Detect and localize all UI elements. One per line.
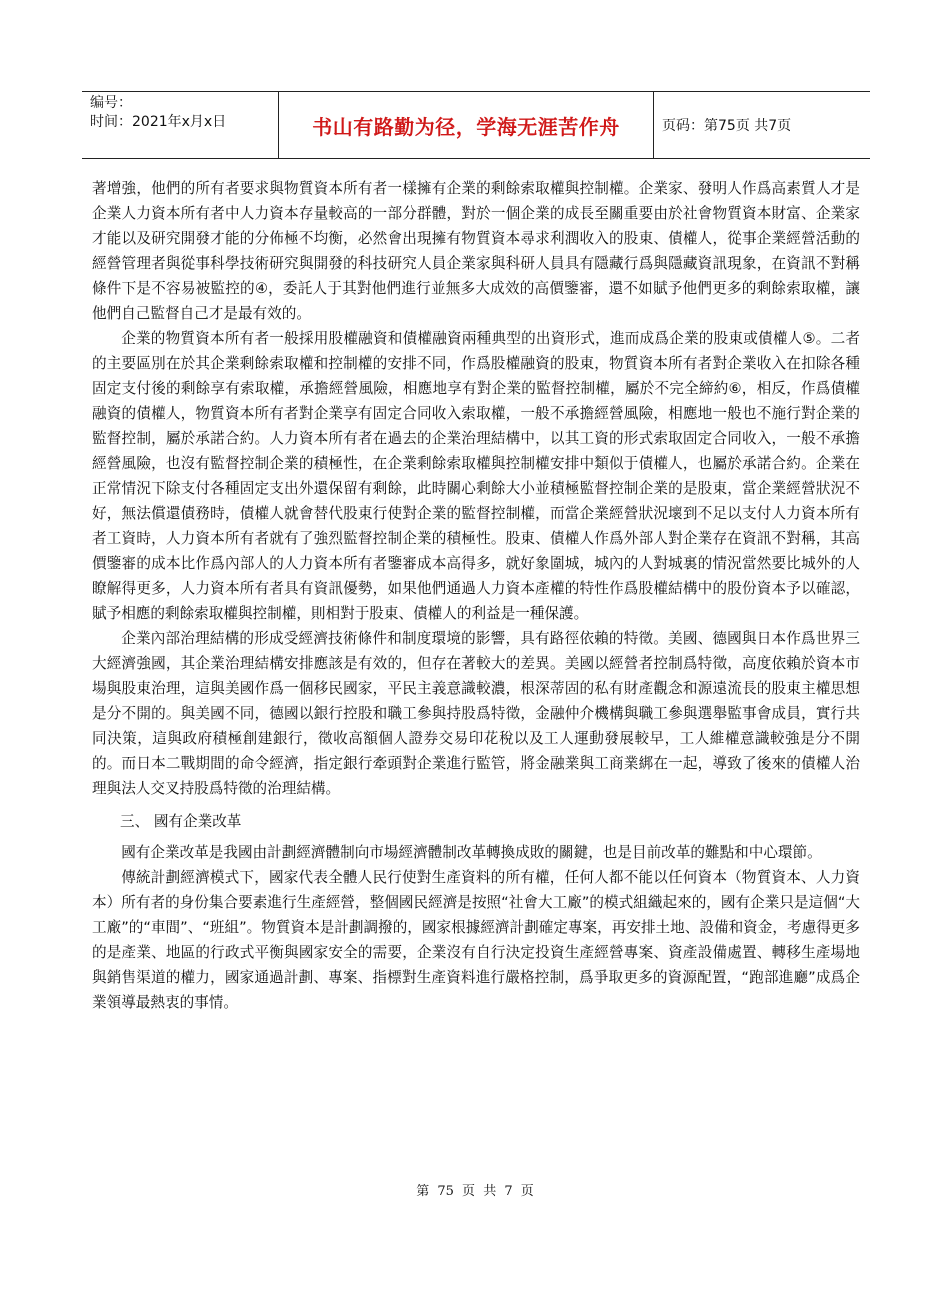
section-heading-3: 三、 國有企業改革 — [120, 813, 242, 830]
body-paragraph-3: 企業內部治理結構的形成受經濟技術條件和制度環境的影響，具有路徑依賴的特徵。美國、德國與日本作爲世界三大經濟強國，其企業治理結構安排應該是有效的，但存在著較大的差異。美國以經營者控制爲特徵，高度依賴於資本市場與股東治理，這與美國作爲一個移民國家，平民主義意識較濃，根深蒂固的私有財產觀念和源遠流長的股東主權思想是分不開的。與美國不同，德國以銀行控股和職工參與持股爲特徵，金融仲介機構與職工參與選舉監事會成員，實行共同決策，這與政府積極創建銀行，徵收高額個人證券交易印花稅以及工人運動發展較早，工人維權意識較強是分不開的。而日本二戰期間的命令經濟，指定銀行牽頭對企業進行監管，將金融業與工商業綁在一起，導致了後來的債權人治理與法人交叉持股爲特徵的治理結構。 — [92, 630, 860, 797]
page-header — [82, 91, 870, 159]
body-paragraph-4: 國有企業改革是我國由計劃經濟體制向市場經濟體制改革轉換成敗的關鍵，也是目前改革的難點和中心環節。 — [121, 844, 822, 861]
header-motto: 书山有路勤为径，学海无涯苦作舟 — [278, 92, 654, 158]
body-paragraph-2: 企業的物質資本所有者一般採用股權融資和債權融資兩種典型的出資形式，進而成爲企業的股東或債權人⑤。二者的主要區別在於其企業剩餘索取權和控制權的安排不同，作爲股權融資的股東，物質資本所有者對企業收入在扣除各種固定支付後的剩餘享有索取權，承擔經營風險，相應地享有對企業的監督控制權，屬於不完全締約⑥，相反，作爲債權融資的債權人，物質資本所有者對企業享有固定合同收入索取權，一般不承擔經營風險，相應地一般也不施行對企業的監督控制，屬於承諾合約。人力資本所有者在過去的企業治理結構中，以其工資的形式索取固定合同收入，一般不承擔經營風險，也沒有監督控制企業的積極性，在企業剩餘索取權與控制權安排中類似于債權人，也屬於承諾合約。企業在正常情況下除支付各種固定支出外還保留有剩餘，此時關心剩餘大小並積極監督控制企業的是股東，當企業經營狀況不好，無法償還債務時，債權人就會替代股東行使對企業的監督控制權，而當企業經營狀況壞到不足以支付人力資本所有者工資時，人力資本所有者就有了強烈監督控制企業的積極性。股東、債權人作爲外部人對企業存在資訊不對稱，其高價鑒審的成本比作爲內部人的人力資本所有者鑒審成本高得多，就好象圍城，城內的人對城裏的情況當然要比城外的人瞭解得更多，人力資本所有者具有資訊優勢，如果他們通過人力資本產權的特性作爲股權結構中的股份資本予以確認，賦予相應的剩餘索取權與控制權，則相對于股東、債權人的利益是一種保護。 — [92, 330, 860, 622]
page-footer: 第 75 页 共 7 页 — [416, 1184, 534, 1199]
header-page-info: 页码：第75页 共7页 — [662, 118, 792, 134]
body-paragraph-5: 傳統計劃經濟模式下，國家代表全體人民行使對生產資料的所有權，任何人都不能以任何資本（物質資本、人力資本）所有者的身份集合要素進行生產經營，整個國民經濟是按照“社會大工廠”的模式組織起來的，國有企業只是這個“大工廠”的“車間”、“班組”。物質資本是計劃調撥的，國家根據經濟計劃確定專案，再安排土地、設備和資金，考慮得更多的是產業、地區的行政式平衡與國家安全的需要，企業沒有自行決定投資生產經營專案、資產設備處置、轉移生產場地與銷售渠道的權力，國家通過計劃、專案、指標對生產資料進行嚴格控制，爲爭取更多的資源配置，“跑部進廳”成爲企業領導最熱衷的事情。 — [92, 869, 860, 1011]
document-time-label: 时间：2021年x月x日 — [90, 114, 227, 130]
header-meta — [82, 92, 278, 158]
body-paragraph-1: 著增強，他們的所有者要求與物質資本所有者一樣擁有企業的剩餘索取權與控制權。企業家、發明人作爲高素質人才是企業人力資本所有者中人力資本存量較高的一部分群體，對於一個企業的成長至關重要由於社會物質資本財富、企業家才能以及研究開發才能的分佈極不均衡，必然會出現擁有物質資本尋求利潤收入的股東、債權人，從事企業經營活動的經營管理者與從事科學技術研究與開發的科技研究人員企業家與科研人員具有隱藏行爲與隱藏資訊現象，在資訊不對稱條件下是不容易被監控的④，委託人于其對他們進行並無多大成效的高價鑒審，還不如賦予他們更多的剩餘索取權，讓他們自己監督自己才是最有效的。 — [92, 180, 860, 322]
document-number-label: 编号： — [90, 95, 132, 111]
document-body — [92, 176, 860, 1015]
